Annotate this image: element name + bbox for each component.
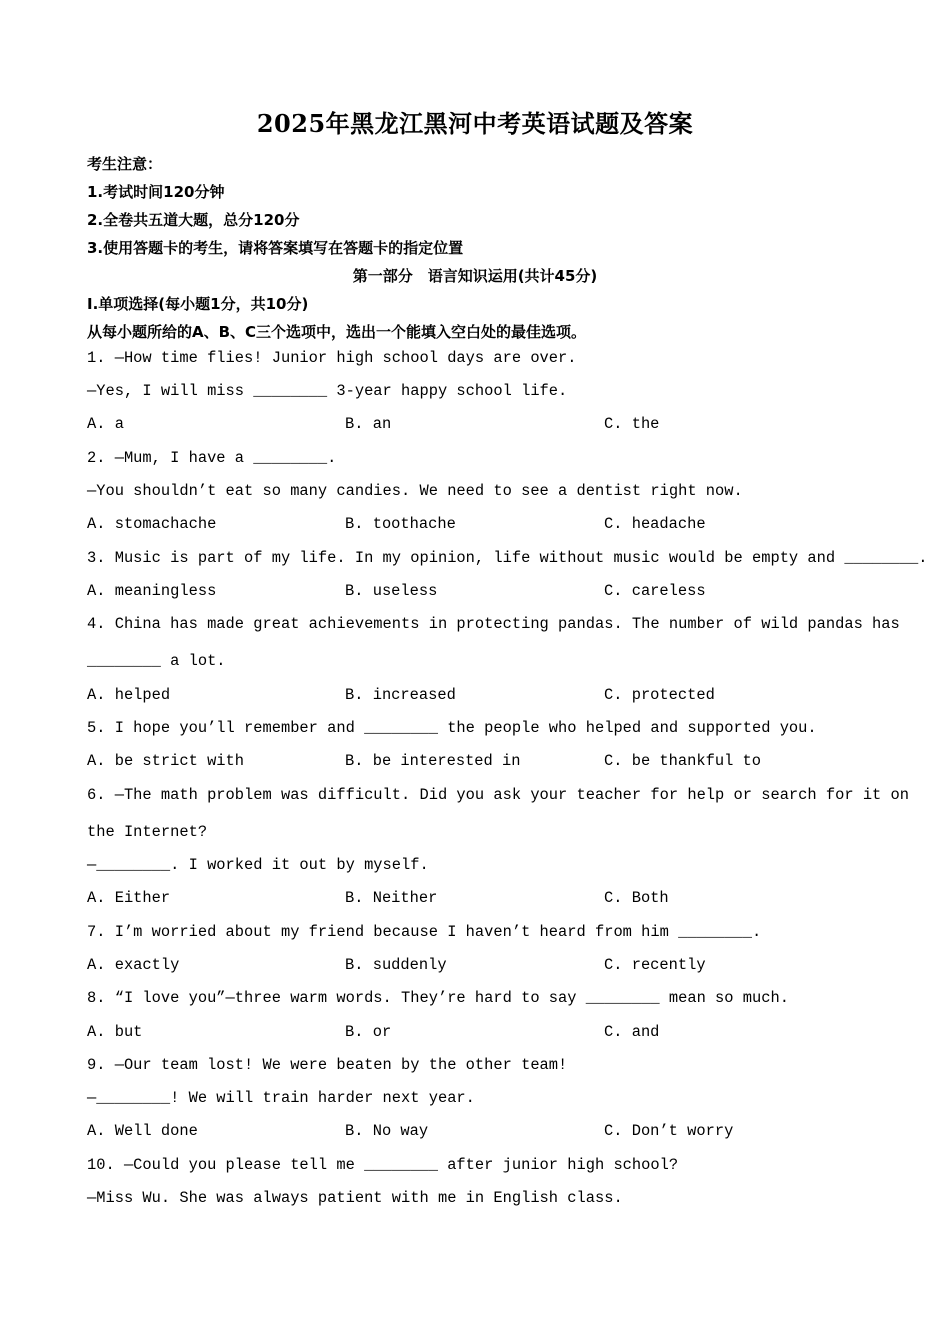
option-b: B. or xyxy=(345,1023,392,1041)
question-line: 6. —The math problem was difficult. Did you ask your teacher for help or search for it on xyxy=(87,786,909,804)
option-a: A. Either xyxy=(87,889,171,907)
option-c: C. and xyxy=(604,1023,660,1041)
option-b: B. increased xyxy=(345,686,456,704)
question-line: the Internet? xyxy=(87,823,208,841)
notice-item: 3.使用答题卡的考生，请将答案填写在答题卡的指定位置 xyxy=(87,239,464,257)
option-c: C. Don’t worry xyxy=(604,1122,734,1140)
part-heading: 第一部分 语言知识运用(共计45分) xyxy=(352,267,598,285)
question-line: —You shouldn’t eat so many candies. We need to see a dentist right now. xyxy=(87,482,743,500)
question-line: 7. I’m worried about my friend because I haven’t heard from him ________. xyxy=(87,923,762,941)
section-instruction: 从每小题所给的A、B、C三个选项中，选出一个能填入空白处的最佳选项。 xyxy=(87,323,587,341)
option-b: B. useless xyxy=(345,582,438,600)
option-a: A. a xyxy=(87,415,124,433)
option-b: B. be interested in xyxy=(345,752,521,770)
option-b: B. suddenly xyxy=(345,956,447,974)
question-line: ________ a lot. xyxy=(87,652,226,670)
question-line: 4. China has made great achievements in protecting pandas. The number of wild pandas has xyxy=(87,615,900,633)
question-line: 3. Music is part of my life. In my opinion, life without music would be empty and ________. xyxy=(87,549,928,567)
option-b: B. an xyxy=(345,415,392,433)
option-a: A. Well done xyxy=(87,1122,198,1140)
question-line: 2. —Mum, I have a ________. xyxy=(87,449,337,467)
option-c: C. protected xyxy=(604,686,715,704)
question-line: 8. “I love you”—three warm words. They’re hard to say ________ mean so much. xyxy=(87,989,789,1007)
option-c: C. careless xyxy=(604,582,706,600)
question-line: 9. —Our team lost! We were beaten by the other team! xyxy=(87,1056,568,1074)
question-line: 1. —How time flies! Junior high school days are over. xyxy=(87,349,577,367)
option-c: C. be thankful to xyxy=(604,752,762,770)
question-line: —________! We will train harder next year. xyxy=(87,1089,475,1107)
question-line: —Miss Wu. She was always patient with me in English class. xyxy=(87,1189,623,1207)
notice-heading: 考生注意： xyxy=(87,155,163,173)
option-b: B. toothache xyxy=(345,515,456,533)
question-line: 10. —Could you please tell me ________ after junior high school? xyxy=(87,1156,679,1174)
option-a: A. exactly xyxy=(87,956,180,974)
option-c: C. Both xyxy=(604,889,669,907)
section-heading: I.单项选择(每小题1分，共10分) xyxy=(87,295,309,313)
option-b: B. Neither xyxy=(345,889,438,907)
question-line: 5. I hope you’ll remember and ________ the people who helped and supported you. xyxy=(87,719,817,737)
option-a: A. but xyxy=(87,1023,143,1041)
option-c: C. the xyxy=(604,415,660,433)
notice-item: 1.考试时间120分钟 xyxy=(87,183,225,201)
option-c: C. recently xyxy=(604,956,706,974)
question-line: —________. I worked it out by myself. xyxy=(87,856,429,874)
option-c: C. headache xyxy=(604,515,706,533)
option-a: A. stomachache xyxy=(87,515,217,533)
option-a: A. helped xyxy=(87,686,171,704)
notice-item: 2.全卷共五道大题，总分120分 xyxy=(87,211,300,229)
question-line: —Yes, I will miss ________ 3-year happy school life. xyxy=(87,382,568,400)
option-a: A. meaningless xyxy=(87,582,217,600)
option-a: A. be strict with xyxy=(87,752,245,770)
option-b: B. No way xyxy=(345,1122,429,1140)
page-title: 2025年黑龙江黑河中考英语试题及答案 xyxy=(256,109,694,138)
